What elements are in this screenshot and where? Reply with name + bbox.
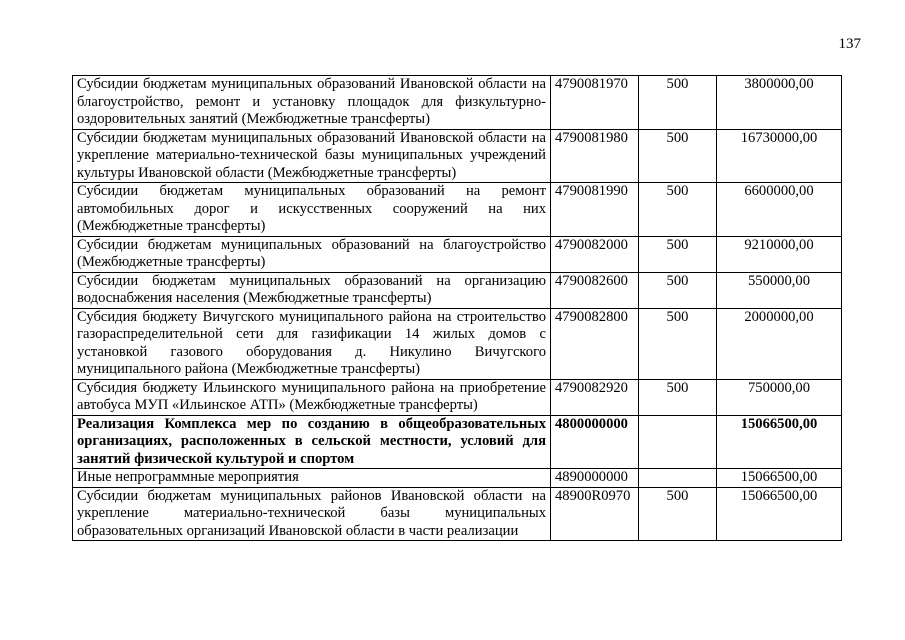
row-code: 4790081970 bbox=[551, 76, 639, 130]
row-amount: 2000000,00 bbox=[717, 308, 842, 379]
row-code: 4790082920 bbox=[551, 379, 639, 415]
row-description: Реализация Комплекса мер по созданию в общеобразовательных организациях, расположенных в сельской местности, условий для занятий физической культурой и спортом bbox=[73, 415, 551, 469]
row-amount: 9210000,00 bbox=[717, 236, 842, 272]
row-expense-type: 500 bbox=[639, 76, 717, 130]
row-code: 4800000000 bbox=[551, 415, 639, 469]
row-expense-type: 500 bbox=[639, 129, 717, 183]
table-row bbox=[73, 469, 842, 488]
row-code: 4790082600 bbox=[551, 272, 639, 308]
row-expense-type: 500 bbox=[639, 308, 717, 379]
row-expense-type bbox=[639, 415, 717, 469]
row-code: 4790081990 bbox=[551, 183, 639, 237]
row-expense-type: 500 bbox=[639, 236, 717, 272]
row-expense-type: 500 bbox=[639, 183, 717, 237]
row-code: 4890000000 bbox=[551, 469, 639, 488]
row-description: Субсидии бюджетам муниципальных образований Ивановской области на укрепление материально-технической базы муниципальных учреждений культуры Ивановской области (Межбюджетные трансферты) bbox=[73, 129, 551, 183]
row-amount: 15066500,00 bbox=[717, 487, 842, 541]
row-amount: 16730000,00 bbox=[717, 129, 842, 183]
row-code: 4790082800 bbox=[551, 308, 639, 379]
row-description: Иные непрограммные мероприятия bbox=[73, 469, 551, 488]
table-row bbox=[73, 379, 842, 415]
row-code: 4790081980 bbox=[551, 129, 639, 183]
table-row bbox=[73, 76, 842, 130]
row-amount: 6600000,00 bbox=[717, 183, 842, 237]
row-description: Субсидия бюджету Ильинского муниципального района на приобретение автобуса МУП «Ильинское АТП» (Межбюджетные трансферты) bbox=[73, 379, 551, 415]
table-row bbox=[73, 129, 842, 183]
table-row bbox=[73, 487, 842, 541]
row-amount: 15066500,00 bbox=[717, 415, 842, 469]
row-description: Субсидии бюджетам муниципальных образований на ремонт автомобильных дорог и искусственных сооружений на них (Межбюджетные трансферты) bbox=[73, 183, 551, 237]
row-description: Субсидия бюджету Вичугского муниципального района на строительство газораспределительной сети для газификации 14 жилых домов с установкой газового оборудования д. Никулино Вичугского муниципального района (Межбюджетные трансферты) bbox=[73, 308, 551, 379]
row-expense-type: 500 bbox=[639, 487, 717, 541]
row-description: Субсидии бюджетам муниципальных образований на благоустройство (Межбюджетные трансферты) bbox=[73, 236, 551, 272]
table-row bbox=[73, 415, 842, 469]
row-description: Субсидии бюджетам муниципальных образований Ивановской области на благоустройство, ремонт и установку площадок для физкультурно-оздоровительных занятий (Межбюджетные трансферты) bbox=[73, 76, 551, 130]
row-description: Субсидии бюджетам муниципальных образований на организацию водоснабжения населения (Межбюджетные трансферты) bbox=[73, 272, 551, 308]
row-description: Субсидии бюджетам муниципальных районов Ивановской области на укрепление материально-технической базы муниципальных образовательных организаций Ивановской области в части реализации bbox=[73, 487, 551, 541]
row-expense-type: 500 bbox=[639, 272, 717, 308]
row-amount: 3800000,00 bbox=[717, 76, 842, 130]
table-row bbox=[73, 183, 842, 237]
row-code: 48900R0970 bbox=[551, 487, 639, 541]
page-number: 137 bbox=[838, 36, 861, 52]
table-row bbox=[73, 236, 842, 272]
row-code: 4790082000 bbox=[551, 236, 639, 272]
row-amount: 750000,00 bbox=[717, 379, 842, 415]
row-expense-type bbox=[639, 469, 717, 488]
table-row bbox=[73, 272, 842, 308]
table-row bbox=[73, 308, 842, 379]
row-amount: 15066500,00 bbox=[717, 469, 842, 488]
row-amount: 550000,00 bbox=[717, 272, 842, 308]
budget-table bbox=[72, 75, 842, 541]
row-expense-type: 500 bbox=[639, 379, 717, 415]
